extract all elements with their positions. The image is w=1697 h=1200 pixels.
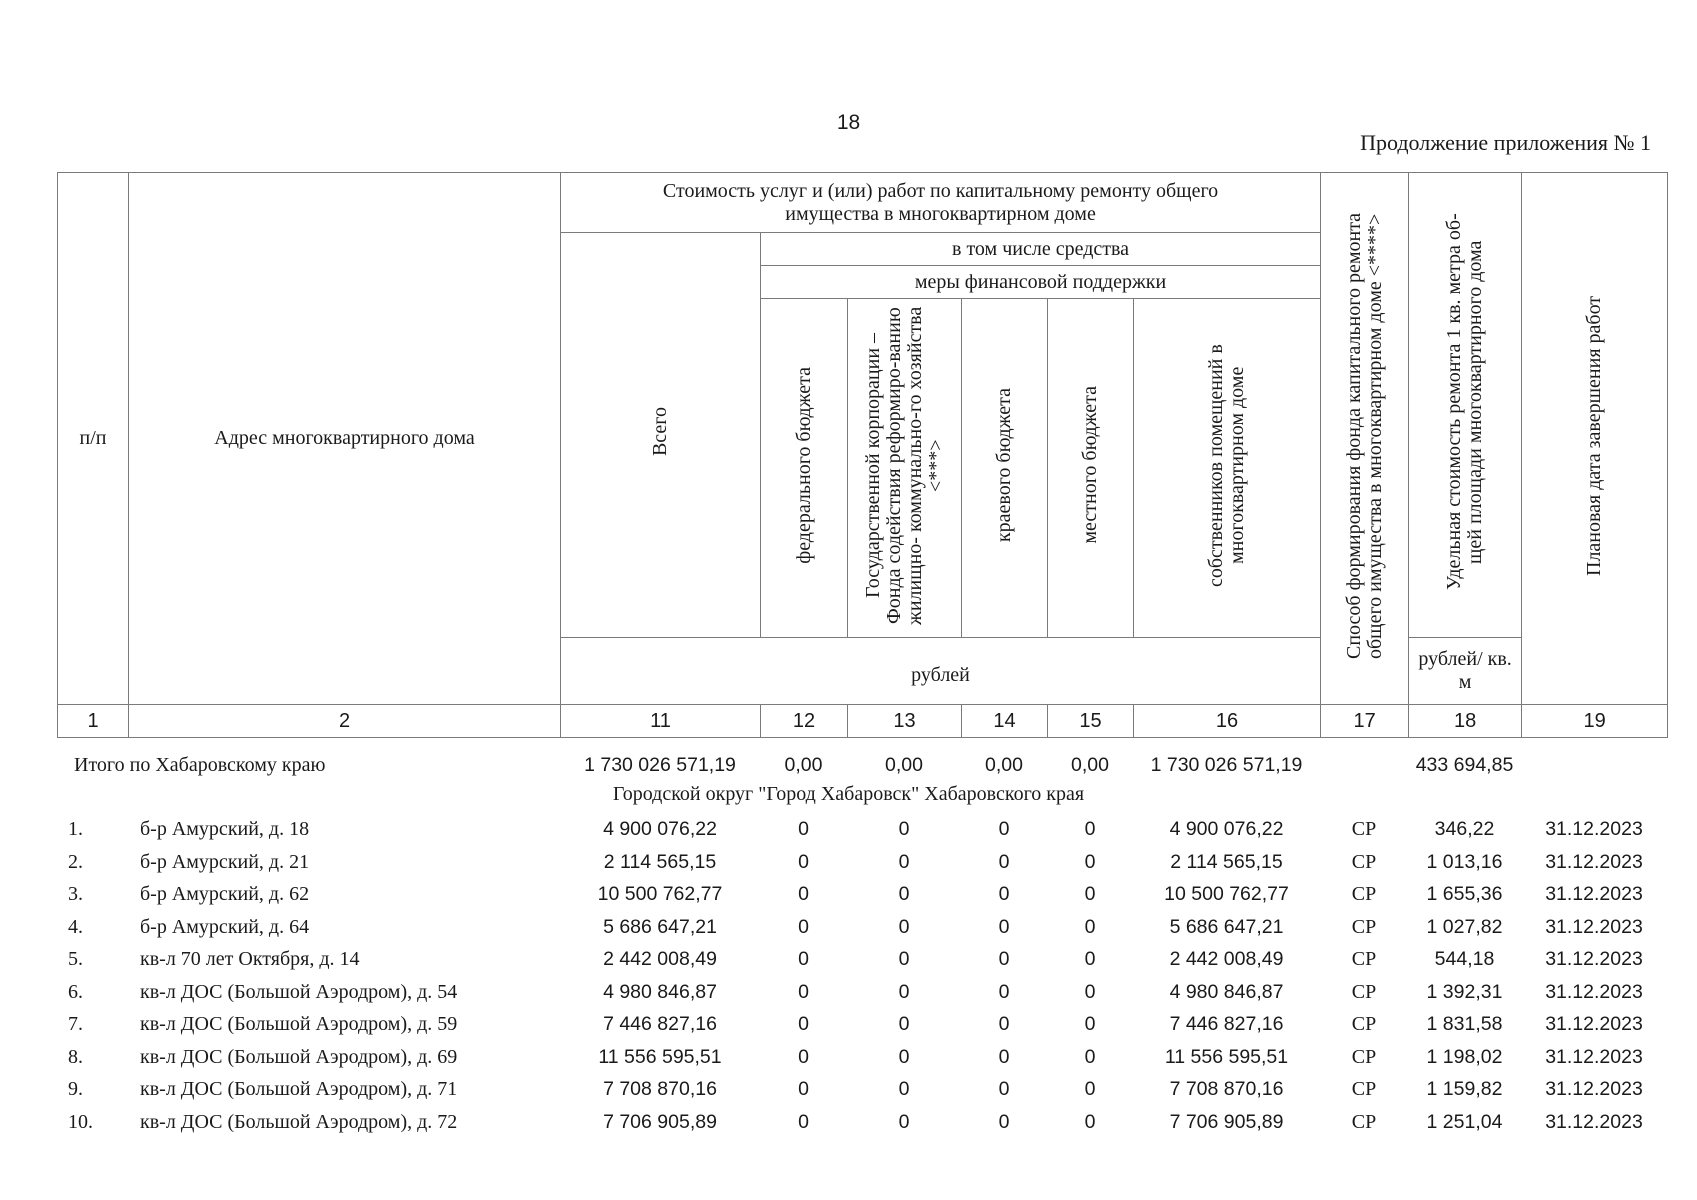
table-row [0,1106,1697,1138]
table-row [0,911,1697,943]
row-owners: 5 686 647,21 [1169,915,1284,938]
header-planned-date [1522,173,1668,705]
row-total: 5 686 647,21 [603,915,717,938]
row-federal: 0 [798,1110,809,1133]
header-method-text: Способ формирования фонда капитального ремонта общего имущества в многоквартирном доме <****> [1342,212,1386,659]
row-method: СР [1351,948,1377,970]
row-regional: 0 [998,1110,1010,1133]
row-regional: 0 [998,818,1010,840]
row-regional: 0 [998,915,1010,938]
row-regional: 0 [998,980,1010,1003]
table-row [0,1041,1697,1073]
column-number: 13 [848,705,962,738]
row-owners: 11 556 595,51 [1164,1045,1289,1068]
row-unit-cost: 1 013,16 [1426,850,1503,873]
header-federal-text: федерального бюджета [792,366,815,564]
row-owners: 7 446 827,16 [1169,1013,1284,1035]
total-label: Итого по Хабаровскому краю [74,754,326,776]
row-fund: 0 [898,1110,910,1133]
row-regional: 0 [998,1045,1010,1068]
row-owners: 4 900 076,22 [1169,818,1284,840]
header-local-text: местного бюджета [1079,386,1101,544]
total-unit-cost: 433 694,85 [1415,754,1514,776]
total-owners: 1 730 026 571,19 [1150,754,1303,776]
row-address: кв-л ДОС (Большой Аэродром), д. 72 [140,1110,458,1133]
row-date: 31.12.2023 [1545,1110,1643,1133]
column-number: 15 [1048,705,1134,738]
header-cost-group: Стоимость услуг и (или) работ по капитальному ремонту общего имущества в многоквартирном доме [561,173,1321,233]
row-method: СР [1351,818,1377,840]
row-date: 31.12.2023 [1545,1045,1643,1068]
row-local: 0 [1084,948,1096,970]
header-num: п/п [58,173,129,705]
row-fund: 0 [898,1013,910,1035]
column-number: 19 [1522,705,1668,738]
row-unit-cost: 1 831,58 [1426,1013,1503,1035]
row-federal: 0 [798,818,809,840]
table-row [0,813,1697,845]
row-local: 0 [1084,1078,1096,1100]
column-number: 2 [129,705,561,738]
row-federal: 0 [798,1078,809,1100]
row-total: 7 708 870,16 [603,1078,717,1100]
row-local: 0 [1084,1013,1096,1035]
row-address: б-р Амурский, д. 62 [140,883,310,905]
column-number-row [58,705,1668,738]
total-local: 0,00 [1071,754,1109,776]
row-local: 0 [1084,980,1096,1003]
row-federal: 0 [798,948,809,970]
row-address: б-р Амурский, д. 21 [140,850,310,873]
column-number: 16 [1134,705,1321,738]
row-address: кв-л 70 лет Октября, д. 14 [140,948,360,970]
row-address: кв-л ДОС (Большой Аэродром), д. 54 [140,980,458,1003]
row-number: 1. [68,818,83,840]
row-federal: 0 [798,915,809,938]
table-row [0,943,1697,975]
row-federal: 0 [798,1045,809,1068]
total-fund: 0,00 [885,754,923,776]
row-number: 5. [68,948,83,970]
row-address: кв-л ДОС (Большой Аэродром), д. 71 [140,1078,458,1100]
header-unit-cost-text: Удельная стоимость ремонта 1 кв. метра об-щей площади многоквартирного дома [1443,213,1487,591]
row-local: 0 [1084,883,1096,905]
table-row [0,846,1697,878]
row-unit-cost: 1 251,04 [1426,1110,1503,1133]
row-federal: 0 [798,883,809,905]
row-address: кв-л ДОС (Большой Аэродром), д. 59 [140,1013,458,1035]
row-total: 2 442 008,49 [603,948,717,970]
row-number: 6. [68,980,83,1003]
header-unit-cost [1409,173,1522,638]
table-header [57,172,1668,738]
row-federal: 0 [798,850,809,873]
row-date: 31.12.2023 [1545,948,1643,970]
table-row [0,1008,1697,1040]
row-unit-cost: 1 027,82 [1426,915,1503,938]
table-row [0,878,1697,910]
row-regional: 0 [998,948,1010,970]
header-total-text: Всего [649,407,671,457]
row-total: 4 980 846,87 [603,980,717,1003]
row-date: 31.12.2023 [1545,980,1643,1003]
row-federal: 0 [798,1013,809,1035]
row-total: 7 706 905,89 [603,1110,717,1133]
row-date: 31.12.2023 [1545,915,1643,938]
row-number: 10. [68,1110,93,1133]
row-local: 0 [1084,818,1096,840]
appendix-title: Продолжение приложения № 1 [1360,130,1651,155]
total-regional: 0,00 [985,754,1023,776]
row-fund: 0 [898,915,910,938]
row-owners: 2 442 008,49 [1169,948,1284,970]
row-number: 8. [68,1045,83,1068]
row-number: 2. [68,850,83,873]
row-owners: 2 114 565,15 [1170,850,1283,873]
row-regional: 0 [998,850,1010,873]
row-date: 31.12.2023 [1545,1013,1643,1035]
row-local: 0 [1084,850,1096,873]
row-method: СР [1351,1110,1377,1133]
header-owners-text: собственников помещений в многоквартирном доме [1205,343,1249,587]
row-method: СР [1351,1078,1377,1100]
header-method [1321,173,1409,705]
header-local [1048,299,1134,638]
row-unit-cost: 1 159,82 [1426,1078,1503,1100]
row-fund: 0 [898,850,910,873]
row-total: 10 500 762,77 [597,883,723,905]
header-owners [1134,299,1321,638]
row-number: 9. [68,1078,83,1100]
row-method: СР [1351,915,1377,938]
header-unit-rub-sqm: рублей/ кв. м [1409,638,1522,705]
row-unit-cost: 346,22 [1434,818,1495,840]
row-fund: 0 [898,883,910,905]
row-owners: 4 980 846,87 [1169,980,1284,1003]
column-number: 1 [58,705,129,738]
row-method: СР [1351,1045,1377,1068]
row-unit-cost: 1 655,36 [1426,883,1503,905]
page-number: 18 [836,111,861,134]
total-row [0,749,1697,781]
header-support: меры финансовой поддержки [761,266,1321,299]
region-label: Городской округ "Город Хабаровск" Хабаровского края [612,783,1085,805]
column-number: 18 [1409,705,1522,738]
row-address: б-р Амурский, д. 64 [140,915,310,938]
row-number: 3. [68,883,83,905]
row-number: 7. [68,1013,83,1035]
row-local: 0 [1084,1045,1096,1068]
row-unit-cost: 1 198,02 [1426,1045,1503,1068]
header-regional-text: краевого бюджета [993,387,1015,543]
row-total: 11 556 595,51 [598,1045,722,1068]
column-number: 11 [561,705,761,738]
row-total: 2 114 565,15 [603,850,717,873]
row-total: 7 446 827,16 [603,1013,717,1035]
table-row [0,976,1697,1008]
row-date: 31.12.2023 [1545,1078,1643,1100]
header-fund-text: Государственной корпорации – Фонда содействия реформиро-ванию жилищно- коммунально-го хозяйства <***> [861,305,947,625]
column-number: 17 [1321,705,1409,738]
row-owners: 7 708 870,16 [1169,1078,1284,1100]
table-row [0,1073,1697,1105]
row-regional: 0 [998,1013,1010,1035]
row-address: кв-л ДОС (Большой Аэродром), д. 69 [140,1045,458,1068]
header-total [561,233,761,638]
row-date: 31.12.2023 [1545,850,1643,873]
header-address: Адрес многоквартирного дома [129,173,561,705]
row-fund: 0 [898,818,910,840]
row-local: 0 [1084,1110,1096,1133]
row-date: 31.12.2023 [1545,883,1643,905]
row-regional: 0 [998,883,1010,905]
header-planned-date-text: Плановая дата завершения работ [1583,295,1606,576]
row-method: СР [1351,1013,1377,1035]
column-number: 14 [962,705,1048,738]
row-regional: 0 [998,1078,1010,1100]
header-unit-rub: рублей [561,638,1321,705]
total-federal: 0,00 [784,754,823,776]
column-number: 12 [761,705,848,738]
row-method: СР [1351,850,1377,873]
row-fund: 0 [898,948,910,970]
header-fund [848,299,962,638]
row-fund: 0 [898,1045,910,1068]
row-date: 31.12.2023 [1545,818,1643,840]
row-unit-cost: 544,18 [1434,948,1495,970]
row-method: СР [1351,883,1377,905]
row-owners: 7 706 905,89 [1169,1110,1284,1133]
row-local: 0 [1084,915,1096,938]
row-fund: 0 [898,1078,910,1100]
total-sum: 1 730 026 571,19 [584,754,736,776]
row-unit-cost: 1 392,31 [1426,980,1503,1003]
header-regional [962,299,1048,638]
header-incl: в том числе средства [761,233,1321,266]
row-address: б-р Амурский, д. 18 [140,818,310,840]
row-method: СР [1351,980,1377,1003]
row-owners: 10 500 762,77 [1164,883,1289,905]
row-number: 4. [68,915,83,938]
row-federal: 0 [798,980,809,1003]
row-fund: 0 [898,980,910,1003]
row-total: 4 900 076,22 [603,818,717,840]
header-federal [761,299,848,638]
